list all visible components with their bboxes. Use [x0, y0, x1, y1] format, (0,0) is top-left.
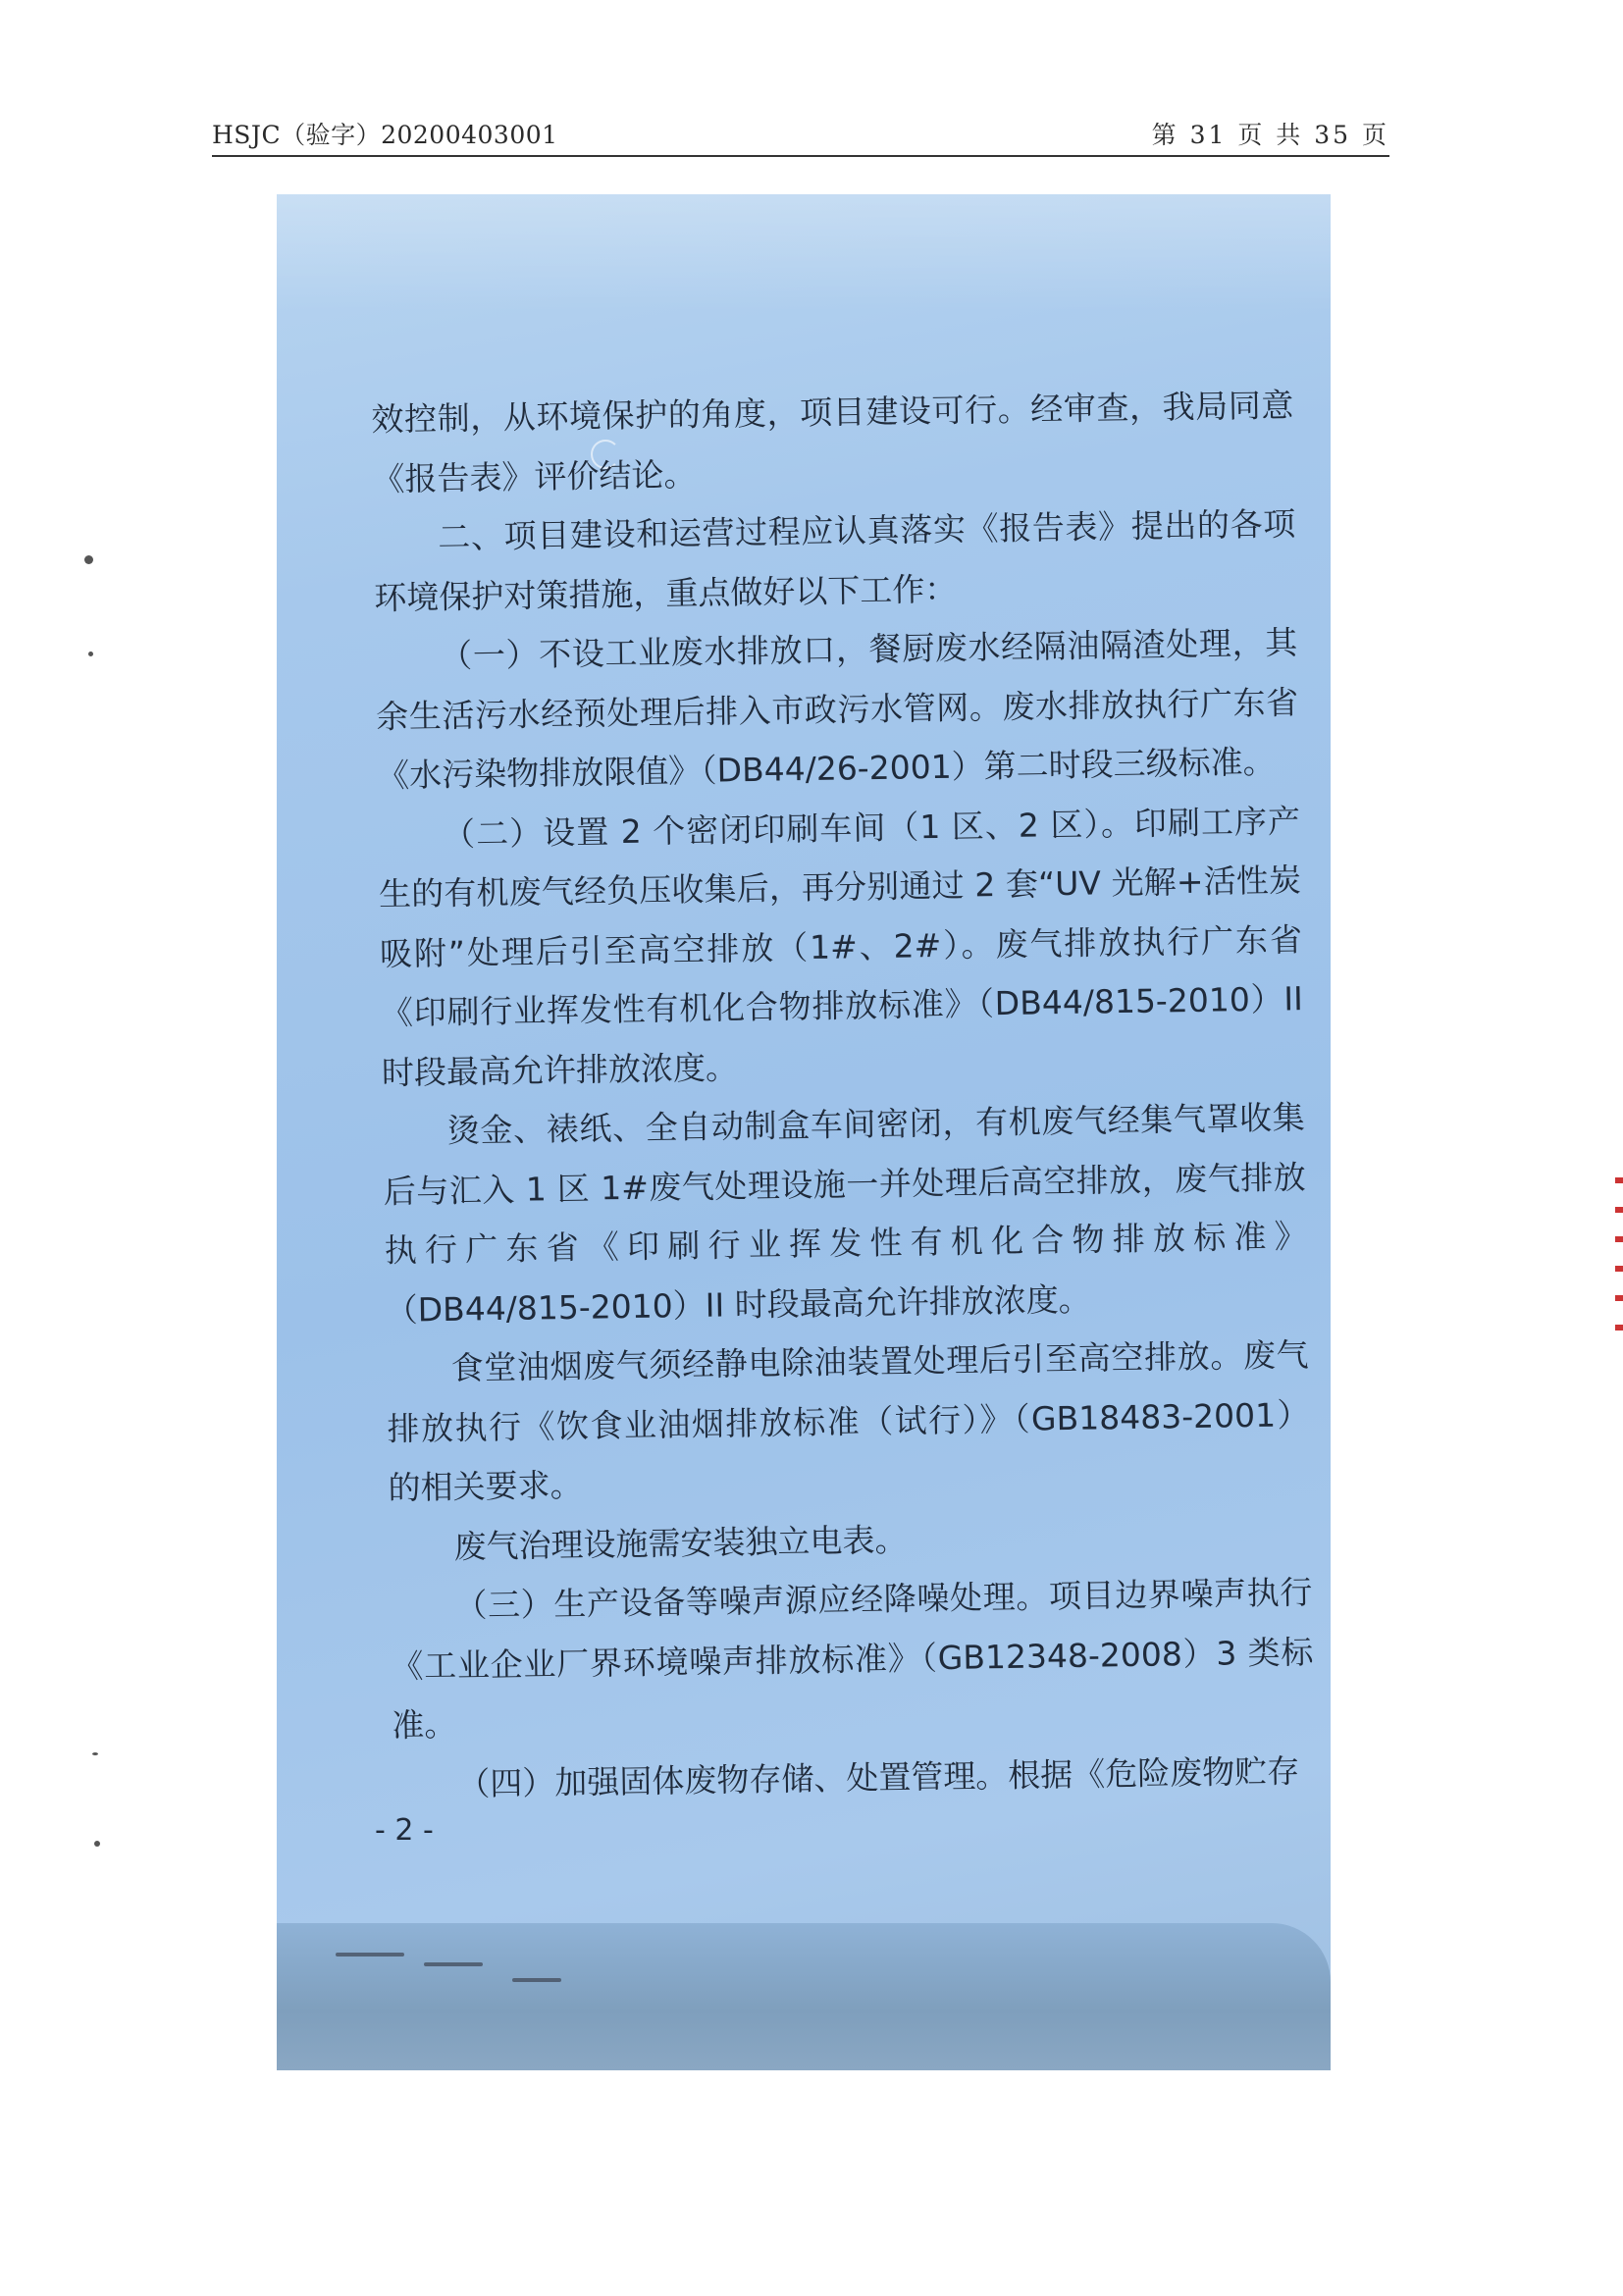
- margin-mark: [88, 652, 93, 656]
- bottom-stripe: [424, 1962, 483, 1966]
- bottom-stripe: [336, 1953, 404, 1957]
- margin-mark: [94, 1841, 100, 1847]
- paragraph: （四）加强固体废物存储、处置管理。根据《危险废物贮存: [457, 1750, 1300, 1803]
- document-body: [371, 376, 1316, 1815]
- paragraph: 烫金、裱纸、全自动制盒车间密闭，有机废气经集气罩收集后与汇入 1 区 1#废气处理设施一并处理后高空排放，废气排放执行广东省《印刷行业挥发性有机化合物排放标准》（DB44/815-2010）II 时段最高允许排放浓度。: [383, 1098, 1307, 1330]
- paragraph: （三）生产设备等噪声源应经降噪处理。项目边界噪声执行《工业企业厂界环境噪声排放标准》（GB12348-2008）3 类标准。: [391, 1573, 1314, 1745]
- bottom-stripe: [512, 1978, 561, 1982]
- document-id: HSJC（验字）20200403001: [212, 121, 558, 149]
- edge-marks: [1615, 1177, 1623, 1354]
- photo-bottom-shadow: [277, 1923, 1331, 2070]
- photo-glare: [277, 194, 1331, 312]
- margin-mark: [92, 1752, 98, 1755]
- paragraph: （一）不设工业废水排放口，餐厨废水经隔油隔渣处理，其余生活污水经预处理后排入市政污水管网。废水排放执行广东省《水污染物排放限值》（DB44/26-2001）第二时段三级标准。: [375, 623, 1299, 795]
- margin-mark: [84, 555, 93, 564]
- paragraph: 效控制，从环境保护的角度，项目建设可行。经审查，我局同意《报告表》评价结论。: [371, 386, 1294, 498]
- paragraph: 食堂油烟废气须经静电除油装置处理后引至高空排放。废气排放执行《饮食业油烟排放标准（试行）》（GB18483-2001）的相关要求。: [387, 1335, 1310, 1507]
- page-header: [212, 116, 1389, 157]
- paragraph: 二、项目建设和运营过程应认真落实《报告表》提出的各项环境保护对策措施，重点做好以下工作：: [374, 504, 1296, 617]
- paragraph: （二）设置 2 个密闭印刷车间（1 区、2 区）。印刷工序产生的有机废气经负压收集后，再分别通过 2 套“UV 光解+活性炭吸附”处理后引至高空排放（1#、2#）。废气排放执行广东省《印刷行业挥发性有机化合物排放标准》（DB44/815-2010）II 时段最高允许排放浓度。: [378, 801, 1304, 1092]
- page-info: 第 31 页 共 35 页: [1151, 121, 1389, 149]
- paragraph: 废气治理设施需安装独立电表。: [453, 1520, 908, 1566]
- page-number: - 2 -: [375, 1813, 434, 1848]
